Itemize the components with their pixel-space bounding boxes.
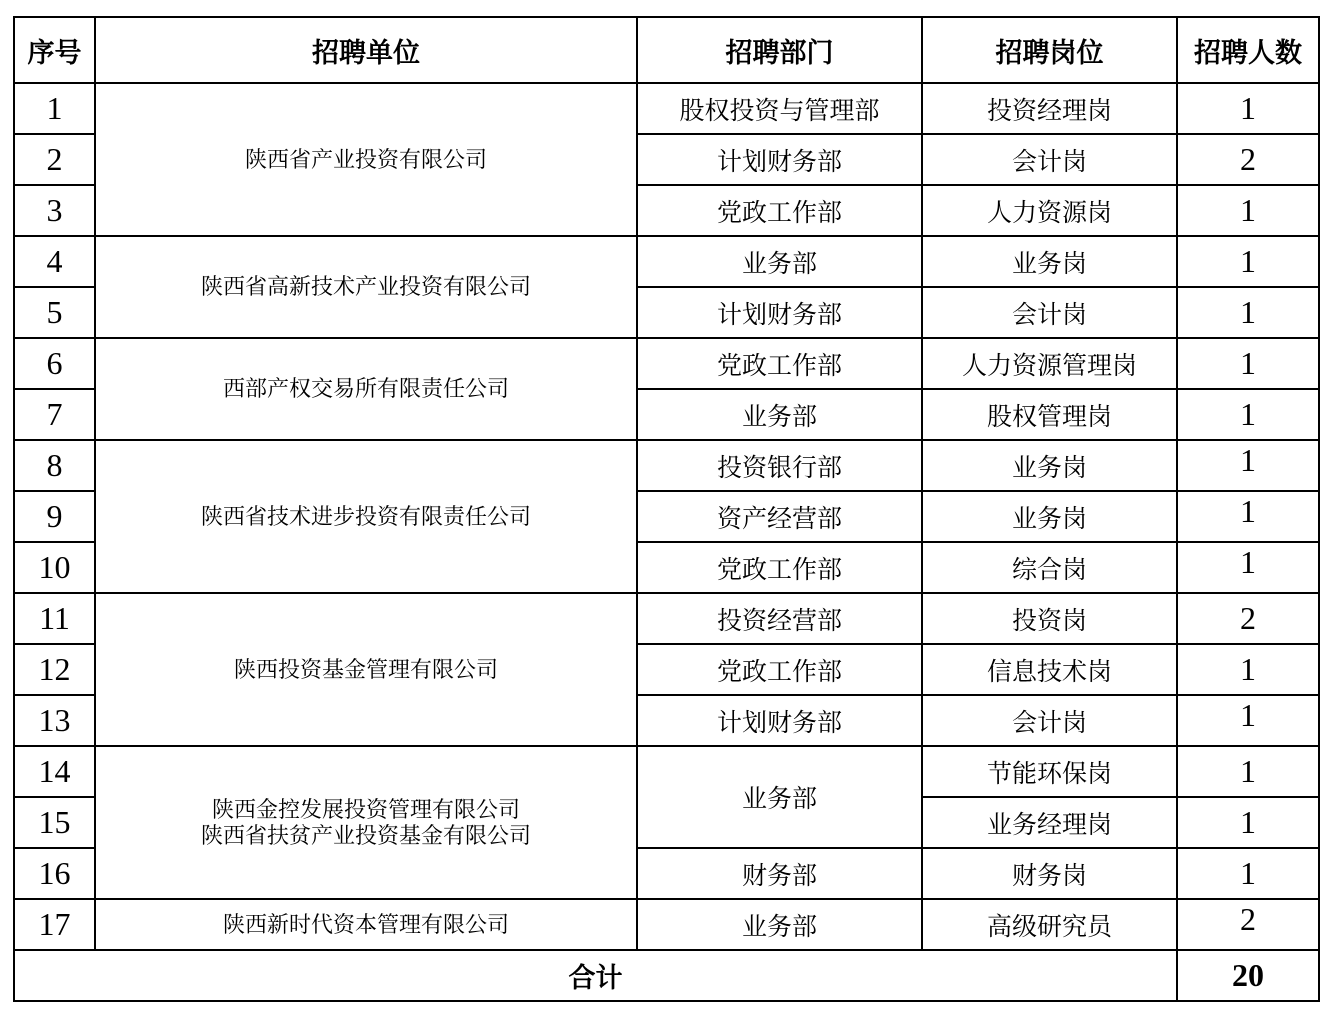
count-cell: 1	[1177, 848, 1319, 899]
dept-cell: 计划财务部	[637, 287, 922, 338]
dept-cell: 计划财务部	[637, 695, 922, 746]
row-no-cell: 12	[14, 644, 95, 695]
header-cell-unit: 招聘单位	[95, 17, 637, 83]
post-cell: 财务岗	[922, 848, 1177, 899]
table-row	[14, 593, 1319, 644]
count-cell: 2	[1177, 593, 1319, 644]
row-no-cell: 15	[14, 797, 95, 848]
dept-cell: 党政工作部	[637, 185, 922, 236]
table-row	[14, 83, 1319, 134]
row-no-cell: 5	[14, 287, 95, 338]
row-no-cell: 6	[14, 338, 95, 389]
post-cell: 业务岗	[922, 491, 1177, 542]
total-count-cell: 20	[1177, 950, 1319, 1001]
table-row	[14, 899, 1319, 950]
dept-cell: 财务部	[637, 848, 922, 899]
count-value: 1	[1240, 442, 1256, 478]
post-cell: 会计岗	[922, 134, 1177, 185]
count-cell: 2	[1177, 134, 1319, 185]
unit-cell: 陕西新时代资本管理有限公司	[95, 899, 637, 950]
unit-cell: 西部产权交易所有限责任公司	[95, 338, 637, 440]
table-row	[14, 236, 1319, 287]
post-cell: 高级研究员	[922, 899, 1177, 950]
dept-cell: 投资银行部	[637, 440, 922, 491]
post-cell: 业务岗	[922, 440, 1177, 491]
row-no-cell: 13	[14, 695, 95, 746]
post-cell: 业务经理岗	[922, 797, 1177, 848]
count-cell: 1	[1177, 746, 1319, 797]
total-label-cell: 合计	[14, 950, 1177, 1001]
post-cell: 节能环保岗	[922, 746, 1177, 797]
dept-cell: 业务部	[637, 389, 922, 440]
recruitment-table	[13, 16, 1320, 1002]
header-cell-post: 招聘岗位	[922, 17, 1177, 83]
row-no-cell: 11	[14, 593, 95, 644]
count-cell	[1177, 542, 1319, 593]
row-no-cell: 2	[14, 134, 95, 185]
unit-cell: 陕西省技术进步投资有限责任公司	[95, 440, 637, 593]
row-no-cell: 9	[14, 491, 95, 542]
table-row	[14, 338, 1319, 389]
total-row	[14, 950, 1319, 1001]
count-cell: 1	[1177, 83, 1319, 134]
count-cell: 1	[1177, 389, 1319, 440]
count-value: 1	[1240, 493, 1256, 529]
count-cell	[1177, 491, 1319, 542]
row-no-cell: 17	[14, 899, 95, 950]
post-cell: 人力资源管理岗	[922, 338, 1177, 389]
post-cell: 会计岗	[922, 287, 1177, 338]
count-value: 1	[1240, 544, 1256, 580]
post-cell: 业务岗	[922, 236, 1177, 287]
row-no-cell: 16	[14, 848, 95, 899]
dept-cell: 党政工作部	[637, 644, 922, 695]
unit-cell: 陕西省高新技术产业投资有限公司	[95, 236, 637, 338]
dept-cell: 业务部	[637, 236, 922, 287]
dept-cell: 党政工作部	[637, 542, 922, 593]
post-cell: 股权管理岗	[922, 389, 1177, 440]
row-no-cell: 3	[14, 185, 95, 236]
header-cell-no: 序号	[14, 17, 95, 83]
count-cell: 1	[1177, 185, 1319, 236]
unit-line-1: 陕西金控发展投资管理有限公司	[211, 796, 520, 822]
unit-cell	[95, 746, 637, 899]
count-cell	[1177, 695, 1319, 746]
count-cell: 1	[1177, 338, 1319, 389]
unit-line-2: 陕西省扶贫产业投资基金有限公司	[200, 822, 531, 848]
row-no-cell: 1	[14, 83, 95, 134]
post-cell: 综合岗	[922, 542, 1177, 593]
row-no-cell: 4	[14, 236, 95, 287]
post-cell: 信息技术岗	[922, 644, 1177, 695]
table-row	[14, 746, 1319, 797]
row-no-cell: 7	[14, 389, 95, 440]
row-no-cell: 14	[14, 746, 95, 797]
dept-cell: 业务部	[637, 746, 922, 848]
row-no-cell: 8	[14, 440, 95, 491]
count-value: 2	[1240, 901, 1256, 937]
dept-cell: 党政工作部	[637, 338, 922, 389]
count-cell: 1	[1177, 644, 1319, 695]
dept-cell: 股权投资与管理部	[637, 83, 922, 134]
table-row	[14, 440, 1319, 491]
post-cell: 会计岗	[922, 695, 1177, 746]
count-cell	[1177, 440, 1319, 491]
dept-cell: 资产经营部	[637, 491, 922, 542]
row-no-cell: 10	[14, 542, 95, 593]
header-cell-dept: 招聘部门	[637, 17, 922, 83]
header-cell-count: 招聘人数	[1177, 17, 1319, 83]
unit-cell: 陕西投资基金管理有限公司	[95, 593, 637, 746]
count-cell: 1	[1177, 236, 1319, 287]
post-cell: 人力资源岗	[922, 185, 1177, 236]
dept-cell: 业务部	[637, 899, 922, 950]
count-cell: 1	[1177, 797, 1319, 848]
count-value: 1	[1240, 697, 1256, 733]
count-cell: 1	[1177, 287, 1319, 338]
dept-cell: 计划财务部	[637, 134, 922, 185]
post-cell: 投资岗	[922, 593, 1177, 644]
dept-cell: 投资经营部	[637, 593, 922, 644]
unit-cell: 陕西省产业投资有限公司	[95, 83, 637, 236]
header-row	[14, 17, 1319, 83]
count-cell	[1177, 899, 1319, 950]
post-cell: 投资经理岗	[922, 83, 1177, 134]
